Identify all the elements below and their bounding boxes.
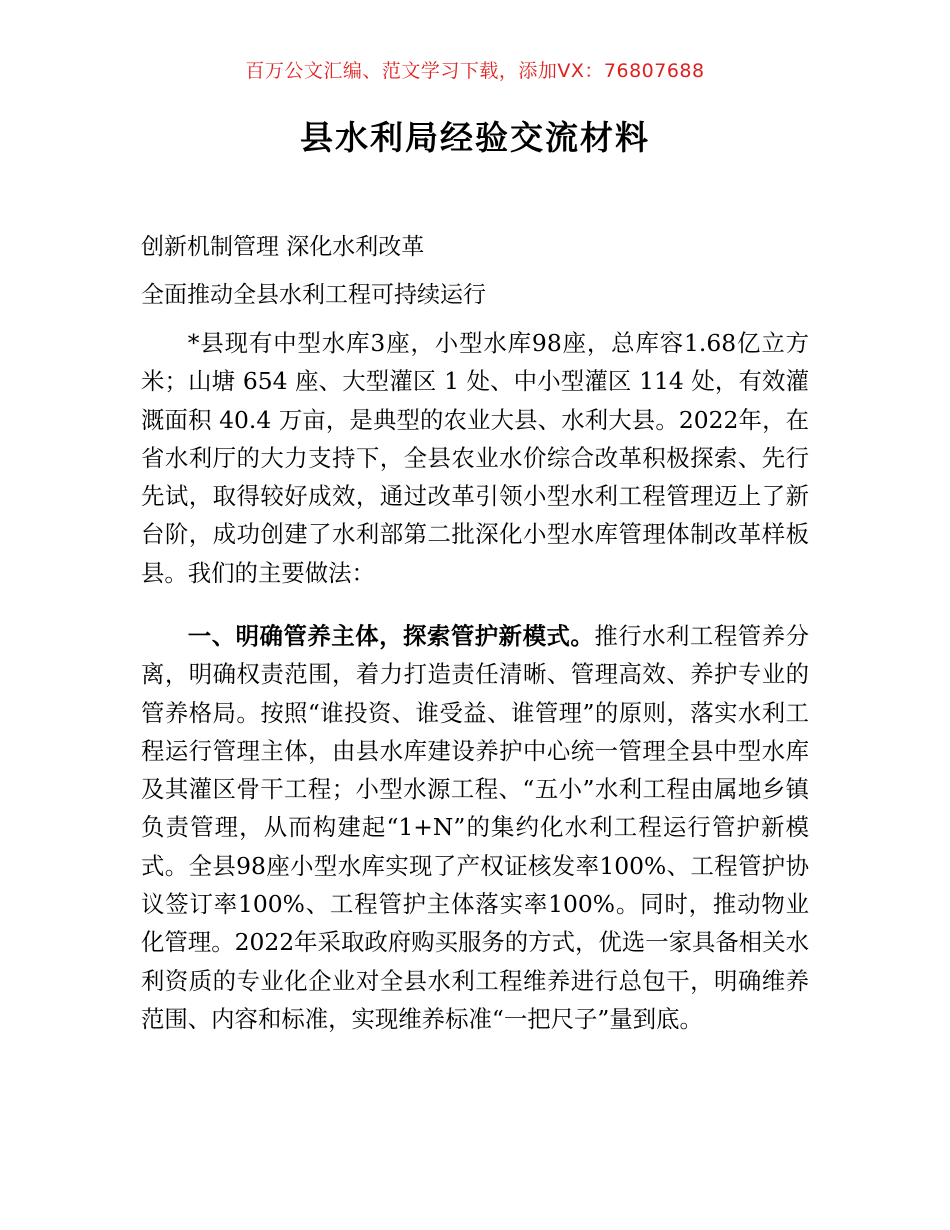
body-paragraph-1: *县现有中型水库3座，小型水库98座，总库容1.68亿立方米；山塘 654 座、大型灌区 1 处、中小型灌区 114 处，有效灌溉面积 40.4 万亩，是典型的农业大县、水利大县。2022年，在省水利厅的大力支持下，全县农业水价综合改革积极探索、先行先试，取得较好成效，通过改革引领小型水利工程管理迈上了新台阶，成功创建了水利部第二批深化小型水库管理体制改革样板县。我们的主要做法： <box>141 329 809 587</box>
paragraph-2-body: 推行水利工程管养分离，明确权责范围，着力打造责任清晰、管理高效、养护专业的管养格局。按照“谁投资、谁受益、谁管理”的原则，落实水利工程运行管理主体，由县水库建设养护中心统一管理全县中型水库及其灌区骨干工程；小型水源工程、“五小”水利工程由属地乡镇负责管理，从而构建起“1+N”的集约化水利工程运行管护新模式。全县98座小型水库实现了产权证核发率100%、工程管护协议签订率100%、工程管护主体落实率100%。同时，推动物业化管理。2022年采取政府购买服务的方式，优选一家具备相关水利资质的专业化企业对全县水利工程维养进行总包干，明确维养范围、内容和标准，实现维养标准“一把尺子”量到底。 <box>141 622 810 1033</box>
header-promo-note: 百万公文汇编、范文学习下载，添加VX：76807688 <box>245 60 705 82</box>
subtitle-line-1: 创新机制管理 深化水利改革 <box>141 234 425 260</box>
subtitle-line-2: 全面推动全县水利工程可持续运行 <box>141 282 486 308</box>
body-paragraph-2 <box>141 617 809 1038</box>
page-title: 县水利局经验交流材料 <box>300 118 650 157</box>
paragraph-lead-heading: 一、明确管养主体，探索管护新模式。 <box>187 622 595 650</box>
